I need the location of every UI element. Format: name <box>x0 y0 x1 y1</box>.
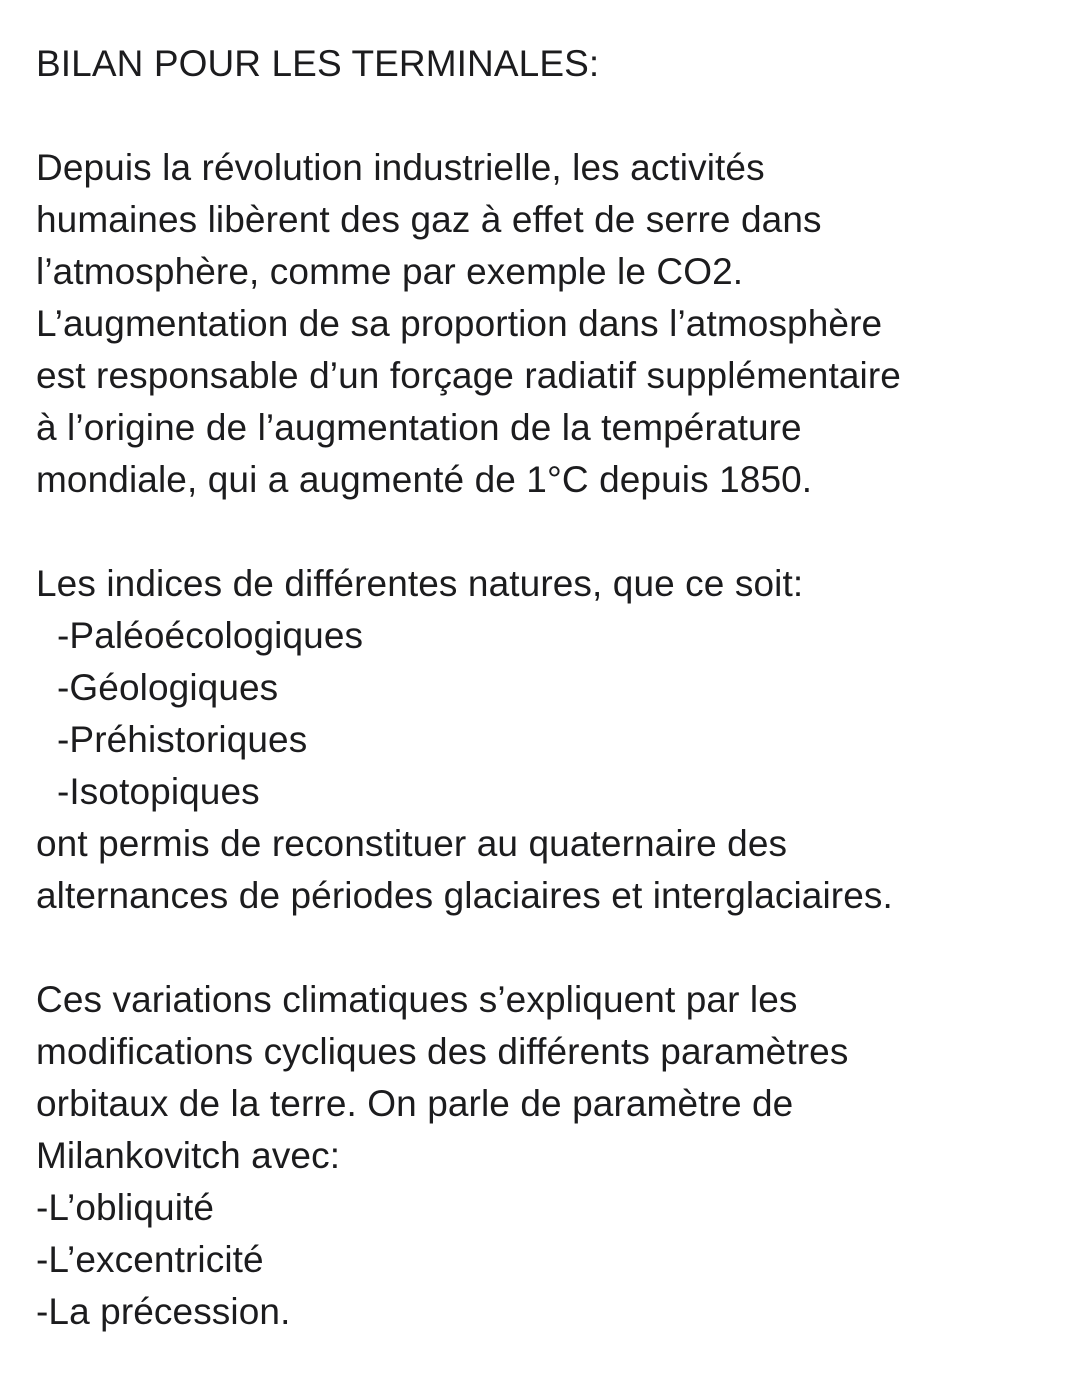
list-item-parameter: -L’excentricité <box>36 1239 264 1280</box>
paragraph-line: Ces variations climatiques s’expliquent par les <box>36 979 798 1020</box>
paragraph-line: Milankovitch avec: <box>36 1135 341 1176</box>
blank-line <box>36 90 1056 142</box>
note-body <box>36 38 1056 1338</box>
paragraph-line: l’atmosphère, comme par exemple le CO2. <box>36 251 744 292</box>
list-item-indice: -Géologiques <box>57 667 279 708</box>
paragraph-line: est responsable d’un forçage radiatif supplémentaire <box>36 355 901 396</box>
paragraph-line: ont permis de reconstituer au quaternaire des <box>36 823 788 864</box>
list-item-indice: -Préhistoriques <box>57 719 308 760</box>
paragraph-line: mondiale, qui a augmenté de 1°C depuis 1850. <box>36 459 813 500</box>
list-item-indice: -Paléoécologiques <box>57 615 364 656</box>
indices-intro: Les indices de différentes natures, que ce soit: <box>36 563 804 604</box>
paragraph-line: orbitaux de la terre. On parle de paramètre de <box>36 1083 794 1124</box>
list-item-parameter: -L’obliquité <box>36 1187 215 1228</box>
paragraph-line: alternances de périodes glaciaires et interglaciaires. <box>36 875 893 916</box>
list-item-indice: -Isotopiques <box>57 771 260 812</box>
blank-line <box>36 506 1056 558</box>
paragraph-line: L’augmentation de sa proportion dans l’atmosphère <box>36 303 883 344</box>
paragraph-line: à l’origine de l’augmentation de la température <box>36 407 802 448</box>
paragraph-line: humaines libèrent des gaz à effet de serre dans <box>36 199 822 240</box>
paragraph-line: Depuis la révolution industrielle, les activités <box>36 147 765 188</box>
note-title: BILAN POUR LES TERMINALES: <box>36 43 600 84</box>
list-item-parameter: -La précession. <box>36 1291 291 1332</box>
blank-line <box>36 922 1056 974</box>
paragraph-line: modifications cycliques des différents paramètres <box>36 1031 849 1072</box>
